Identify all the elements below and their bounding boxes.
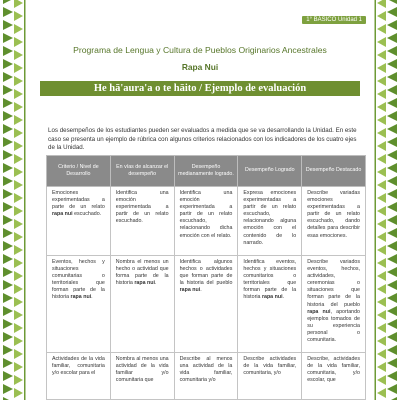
section-title: He hā'aura'a o te hāito / Ejemplo de evaluación	[40, 81, 360, 96]
decorative-border-left	[0, 0, 26, 400]
rubric-cell: Describe variadas emociones experimentadas a partir de un relato escuchado, dando detalles para describir esas emociones.	[302, 187, 366, 256]
rubric-cell: Expresa emociones experimentadas a partir de un relato escuchado, relacionando alguna emoción con el contenido de lo narrado.	[238, 187, 302, 256]
rubric-row	[47, 187, 366, 256]
rubric-header-row	[47, 156, 366, 187]
rubric-cell: Identifica algunos hechos o actividades que forman parte de la historia del pueblo rapa nui.	[174, 256, 238, 353]
subtitle: Rapa Nui	[181, 62, 219, 72]
rubric-header: Desempeño Logrado	[238, 156, 302, 187]
rubric-header: En vías de alcanzar el desempeño	[110, 156, 174, 187]
rubric-cell: Describe actividades de la vida familiar, comunitaria, y/o	[238, 353, 302, 400]
rubric-header: Criterio / Nivel de Desarrollo	[47, 156, 111, 187]
grade-badge: 1° BÁSICO Unidad 1	[302, 16, 366, 24]
rubric-cell: Describe variados eventos, hechos, actividades, ceremonias o situaciones que forman parte de la historia del pueblo rapa nui, aportando ejemplos tomados de su experiencia personal o comunitaria.	[302, 256, 366, 353]
program-title: Programa de Lengua y Cultura de Pueblos Originarios Ancestrales	[73, 45, 327, 55]
decorative-border-right	[374, 0, 400, 400]
rubric-header: Desempeño Destacado	[302, 156, 366, 187]
rubric-cell: Eventos, hechos y situaciones comunitarias o territoriales que forman parte de la historia rapa nui.	[47, 256, 111, 353]
rubric-row	[47, 353, 366, 400]
rubric-cell: Describe al menos una actividad de la vida familiar, comunitaria y/o	[174, 353, 238, 400]
rubric-cell: Identifica una emoción experimentada a partir de un relato escuchado, relacionando dicha emoción con el relato.	[174, 187, 238, 256]
rubric-table	[46, 155, 366, 400]
rubric-cell: Emociones experimentadas a parte de un relato rapa nui escuchado.	[47, 187, 111, 256]
rubric-cell: Describe, actividades de la vida familiar, comunitaria, y/o escolar, que	[302, 353, 366, 400]
rubric-cell: Identifica una emoción experimentada a partir de un relato escuchado.	[110, 187, 174, 256]
rubric-header: Desempeño medianamente logrado.	[174, 156, 238, 187]
rubric-cell: Nombra el menos un hecho o actividad que forma parte de la historia rapa nui.	[110, 256, 174, 353]
rubric-cell: Nombra al menos una actividad de la vida familiar y/o comunitaria que	[110, 353, 174, 400]
rubric-row	[47, 256, 366, 353]
intro-paragraph: Los desempeños de los estudiantes pueden ser evaluados a medida que se va desarrollando la Unidad. En este caso se presenta un ejemplo de rúbrica con algunos criterios relacionados con los indicadores de los cuatro ejes de la Unidad.	[48, 127, 357, 152]
rubric-cell: Actividades de la vida familiar, comunitaria y/o escolar para el	[47, 353, 111, 400]
rubric-cell: Identifica eventos, hechos y situaciones comunitarios o territoriales que forman parte de la historia rapa nui.	[238, 256, 302, 353]
